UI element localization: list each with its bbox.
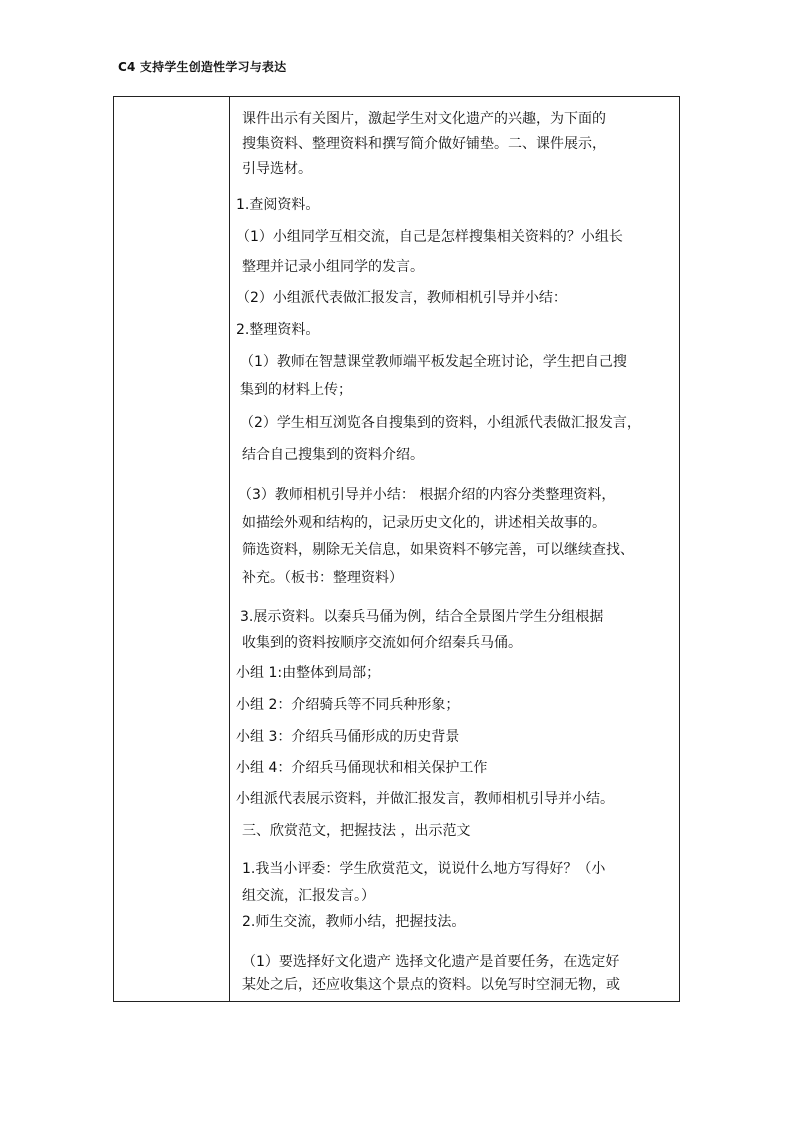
page-header: C4 支持学生创造性学习与表达 xyxy=(118,60,287,74)
text-line: 引导选材。 xyxy=(242,161,312,177)
text-line: 1.查阅资料。 xyxy=(236,197,320,213)
text-line: 课件出示有关图片，激起学生对文化遗产的兴趣，为下面的 xyxy=(242,111,606,127)
text-line: （2）小组派代表做汇报发言，教师相机引导并小结： xyxy=(236,290,567,306)
text-line: 2.师生交流，教师小结，把握技法。 xyxy=(242,914,466,930)
text-line: 如描绘外观和结构的，记录历史文化的，讲述相关故事的。 xyxy=(242,515,606,531)
text-line: 小组 3：介绍兵马俑形成的历史背景 xyxy=(236,729,460,745)
text-line: 小组 2：介绍骑兵等不同兵种形象； xyxy=(236,697,460,713)
text-line: 2.整理资料。 xyxy=(236,322,320,338)
text-line: 补充。（板书：整理资料） xyxy=(242,570,403,586)
text-line: 收集到的资料按顺序交流如何介绍秦兵马俑。 xyxy=(242,635,522,651)
text-line: （1）小组同学互相交流，自己是怎样搜集相关资料的？小组长 xyxy=(236,229,623,245)
text-line: （1）教师在智慧课堂教师端平板发起全班讨论，学生把自己搜 xyxy=(240,354,627,370)
text-line: 搜集资料、整理资料和撰写简介做好铺垫。二、课件展示， xyxy=(242,136,606,152)
text-line: （2）学生相互浏览各自搜集到的资料，小组派代表做汇报发言， xyxy=(240,415,641,431)
table-left-cell xyxy=(114,97,229,1001)
text-line: 集到的材料上传； xyxy=(240,382,352,398)
text-line: 1.我当小评委：学生欣赏范文，说说什么地方写得好？（小 xyxy=(242,861,606,877)
text-line: 组交流，汇报发言。） xyxy=(242,888,375,904)
lesson-table xyxy=(113,96,680,1002)
text-line: 整理并记录小组同学的发言。 xyxy=(242,259,424,275)
text-line: 3.展示资料。以秦兵马俑为例，结合全景图片学生分组根据 xyxy=(240,609,604,625)
text-line: 某处之后，还应收集这个景点的资料。以免写时空洞无物，或 xyxy=(242,977,620,993)
text-line: 结合自己搜集到的资料介绍。 xyxy=(242,447,424,463)
text-line: 小组派代表展示资料，并做汇报发言，教师相机引导并小结。 xyxy=(236,791,614,807)
text-line: （1）要选择好文化遗产 选择文化遗产是首要任务，在选定好 xyxy=(242,954,620,970)
text-line: 小组 1:由整体到局部； xyxy=(236,665,381,681)
text-line: （3）教师相机引导并小结： 根据介绍的内容分类整理资料， xyxy=(238,487,616,503)
text-line: 三、欣赏范文，把握技法 ，出示范文 xyxy=(242,823,471,839)
table-right-cell xyxy=(230,97,679,1001)
text-line: 筛选资料，剔除无关信息，如果资料不够完善，可以继续查找、 xyxy=(242,542,634,558)
text-line: 小组 4：介绍兵马俑现状和相关保护工作 xyxy=(236,760,488,776)
